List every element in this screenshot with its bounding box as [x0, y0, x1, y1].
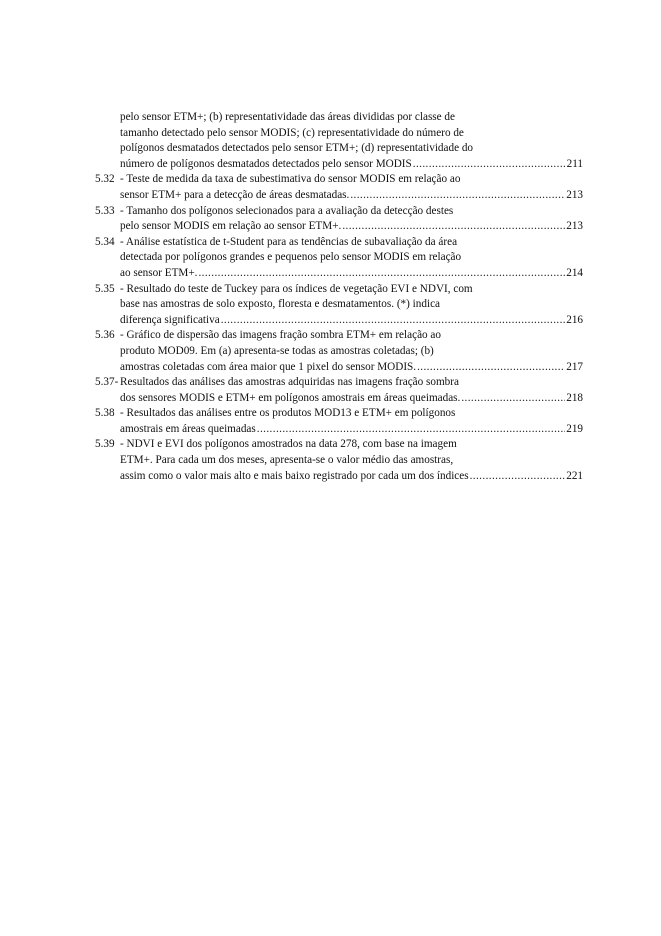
toc-entry-line [95, 453, 583, 469]
toc-entry-number: 5.38 [95, 407, 115, 420]
toc-entry-line [95, 469, 583, 485]
toc-entry-text: assim como o valor mais alto e mais baixo registrado por cada um dos índices [120, 469, 469, 482]
toc-entry-text: dos sensores MODIS e ETM+ em polígonos amostrais em áreas queimadas. [120, 391, 461, 404]
toc-entry-text: detectada por polígonos grandes e pequenos pelo sensor MODIS em relação [120, 251, 462, 264]
toc-entry-line [95, 297, 583, 313]
toc-entry [95, 172, 583, 203]
toc-entry-text: sensor ETM+ para a detecção de áreas desmatadas. [120, 188, 350, 201]
toc-entry [95, 282, 583, 329]
toc-page-number: 221 [566, 469, 583, 482]
dot-leader [221, 313, 566, 329]
toc-entry [95, 406, 583, 437]
toc-entry-line [95, 266, 583, 282]
toc-entry-line [95, 188, 583, 204]
toc-entry-line [95, 141, 583, 157]
toc-entry-text: - Resultados das análises entre os produtos MOD13 e ETM+ em polígonos [120, 407, 456, 420]
toc-entry-line [95, 360, 583, 376]
dot-leader [470, 469, 566, 485]
toc-entry-line [95, 344, 583, 360]
toc-entry-number: 5.39 [95, 438, 115, 451]
toc-entry-text: amostras coletadas com área maior que 1 pixel do sensor MODIS. [120, 360, 417, 373]
toc-entry-text: pelo sensor MODIS em relação ao sensor ETM+. [120, 220, 342, 233]
toc-entry-line [95, 406, 583, 422]
toc-entry-line [95, 375, 583, 391]
toc-entry-text: diferença significativa [120, 313, 220, 326]
toc-entry [95, 375, 583, 406]
dot-leader [413, 157, 566, 173]
toc-entry-line [95, 391, 583, 407]
toc-page-number: 218 [566, 391, 583, 404]
dot-leader [342, 219, 565, 235]
toc-entry-number: 5.34 [95, 235, 115, 248]
toc-entry-number: 5.32 [95, 173, 115, 186]
toc-entry [95, 437, 583, 484]
toc-entry-line [95, 328, 583, 344]
toc-entry-text: - Teste de medida da taxa de subestimativa do sensor MODIS em relação ao [120, 173, 461, 186]
toc-entry-line [95, 157, 583, 173]
toc-entry [95, 328, 583, 375]
toc-entry-text: ETM+. Para cada um dos meses, apresenta-se o valor médio das amostras, [120, 454, 454, 467]
toc-entry-line [95, 219, 583, 235]
toc-page-number: 214 [566, 266, 583, 279]
toc-entry-number: 5.35 [95, 282, 115, 295]
toc-entry-line [95, 172, 583, 188]
dot-leader [417, 360, 565, 376]
toc-entry [95, 204, 583, 235]
toc-entry-text: - Tamanho dos polígonos selecionados para a avaliação da detecção destes [120, 204, 454, 217]
toc-entry-line [95, 110, 583, 126]
dot-leader [257, 422, 565, 438]
toc-entry-text: - Gráfico de dispersão das imagens fração sombra ETM+ em relação ao [120, 329, 441, 342]
toc-entry-line [95, 437, 583, 453]
toc-entry-text: - NDVI e EVI dos polígonos amostrados na data 278, com base na imagem [120, 438, 457, 451]
toc-entry-text: produto MOD09. Em (a) apresenta-se todas as amostras coletadas; (b) [120, 344, 434, 357]
toc-page-number: 213 [566, 220, 583, 233]
toc-entry-text: polígonos desmatados detectados pelo sensor ETM+; (d) representatividade do [120, 142, 474, 155]
toc-entry-text: base nas amostras de solo exposto, floresta e desmatamentos. (*) indica [120, 298, 440, 311]
dot-leader [350, 188, 565, 204]
toc-entry-line [95, 313, 583, 329]
toc-entry-number: 5.36 [95, 329, 115, 342]
table-of-contents [95, 110, 583, 484]
toc-page-number: 219 [566, 422, 583, 435]
dot-leader [461, 391, 565, 407]
toc-entry-text: - Resultado do teste de Tuckey para os índices de vegetação EVI e NDVI, com [120, 282, 473, 295]
toc-entry-line [95, 422, 583, 438]
toc-entry-line [95, 235, 583, 251]
toc-entry-text: amostrais em áreas queimadas [120, 422, 256, 435]
toc-page-number: 216 [566, 313, 583, 326]
toc-entry-text: número de polígonos desmatados detectados pelo sensor MODIS [120, 157, 412, 170]
toc-entry-text: - Análise estatística de t-Student para as tendências de subavaliação da área [120, 235, 458, 248]
toc-entry-line [95, 126, 583, 142]
toc-entry [95, 235, 583, 282]
toc-entry-text: ao sensor ETM+. [120, 266, 198, 279]
toc-page-number: 211 [566, 157, 583, 170]
toc-entry-text: Resultados das análises das amostras adquiridas nas imagens fração sombra [120, 376, 459, 389]
toc-entry-number: 5.33 [95, 204, 115, 217]
toc-entry-text: pelo sensor ETM+; (b) representatividade das áreas divididas por classe de [120, 111, 455, 123]
toc-page-number: 213 [566, 188, 583, 201]
dot-leader [198, 266, 565, 282]
toc-entry-text: tamanho detectado pelo sensor MODIS; (c) representatividade do número de [120, 126, 464, 139]
toc-entry-number: 5.37- [95, 376, 119, 389]
toc-page-number: 217 [566, 360, 583, 373]
toc-entry-line [95, 204, 583, 220]
toc-entry [95, 110, 583, 172]
toc-entry-line [95, 250, 583, 266]
toc-entry-line [95, 282, 583, 298]
